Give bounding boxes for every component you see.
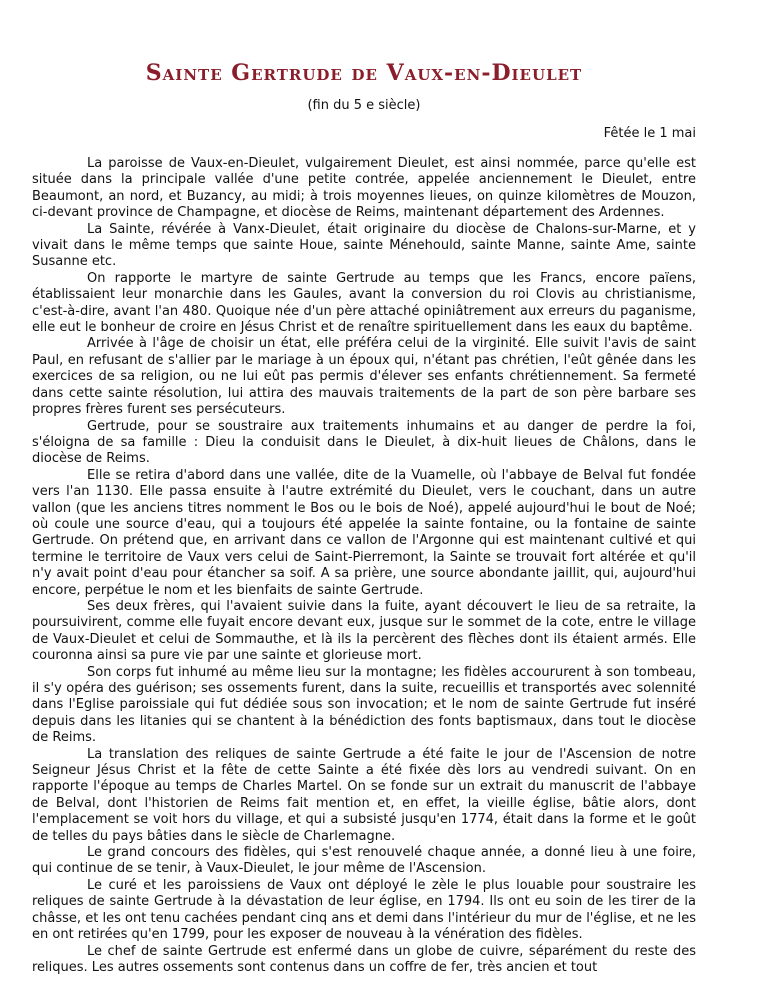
- paragraph: Le curé et les paroissiens de Vaux ont déployé le zèle le plus louable pour soustraire les reliques de sainte Gertrude à la dévastation de leur église, en 1794. Ils ont eu soin de les tirer de la châsse, et les ont tenu cachées pendant cinq ans et demi dans l'intérieur du mur de l'église, et ne les en ont retirées qu'en 1799, pour les exposer de nouveau à la vénération des fidèles.: [32, 877, 696, 943]
- paragraph: Le chef de sainte Gertrude est enfermé dans un globe de cuivre, séparément du reste des reliques. Les autres ossements sont contenus dans un coffre de fer, très ancien et tout: [32, 943, 696, 975]
- body-text: [32, 156, 696, 976]
- document-page: [32, 58, 696, 976]
- paragraph: Arrivée à l'âge de choisir un état, elle préféra celui de la virginité. Elle suivit l'avis de saint Paul, en refusant de s'allier par le mariage à un époux qui, n'étant pas chrétien, l'eût gênée dans les exercices de sa religion, ou ne lui eût pas permis d'élever ses enfants chrétiennement. Sa fermeté dans cette sainte résolution, lui attira des mauvais traitements de la part de son père barbare ses propres frères furent ses persécuteurs.: [32, 336, 696, 418]
- paragraph: Gertrude, pour se soustraire aux traitements inhumains et au danger de perdre la foi, s'éloigna de sa famille : Dieu la conduisit dans le Dieulet, à dix-huit lieues de Châlons, dans le diocèse de Reims.: [32, 418, 696, 467]
- paragraph: Son corps fut inhumé au même lieu sur la montagne; les fidèles accoururent à son tombeau, il s'y opéra des guérison; ses ossements furent, dans la suite, recueillis et transportés avec solennité dans l'Eglise paroissiale qui fut dédiée sous son invocation; et le nom de sainte Gertrude fut inséré depuis dans les litanies qui se chantent à la bénédiction des fonts baptismaux, dans tout le diocèse de Reims.: [32, 664, 696, 746]
- paragraph: La Sainte, révérée à Vanx-Dieulet, était originaire du diocèse de Chalons-sur-Marne, et y vivait dans le même temps que sainte Houe, sainte Ménehould, sainte Manne, sainte Ame, sainte Susanne etc.: [32, 221, 696, 270]
- page-title: Sainte Gertrude de Vaux-en-Dieulet: [145, 60, 583, 86]
- subtitle-date: (fin du 5 e siècle): [307, 98, 421, 113]
- paragraph: Elle se retira d'abord dans une vallée, dite de la Vuamelle, où l'abbaye de Belval fut fondée vers l'an 1130. Elle passa ensuite à l'autre extrémité du Dieulet, vers le couchant, dans un autre vallon (que les anciens titres nomment le Bos ou le bois de Noé), appelé aujourd'hui le bout de Noé; où coule une source d'eau, qui a toujours été appelée la sainte fontaine, ou la fontaine de sainte Gertrude. On prétend que, en arrivant dans ce vallon de l'Argonne qui est maintenant cultivé et qui termine le territoire de Vaux vers celui de Saint-Pierremont, la Sainte se trouvait fort altérée et qu'il n'y avait point d'eau pour étancher sa soif. A sa prière, une source abondante jaillit, qui, aujourd'hui encore, perpétue le nom et les bienfaits de sainte Gertrude.: [32, 467, 696, 598]
- paragraph: On rapporte le martyre de sainte Gertrude au temps que les Francs, encore païens, établissaient leur monarchie dans les Gaules, avant la conversion du roi Clovis au christianisme, c'est-à-dire, avant l'an 480. Quoique née d'un père attaché opiniâtrement aux erreurs du paganisme, elle eut le bonheur de croire en Jésus Christ et de renaître spirituellement dans les eaux du baptême.: [32, 270, 696, 336]
- feast-day: Fêtée le 1 mai: [603, 126, 696, 141]
- paragraph: Le grand concours des fidèles, qui s'est renouvelé chaque année, a donné lieu à une foire, qui continue de se tenir, à Vaux-Dieulet, le jour même de l'Ascension.: [32, 845, 696, 877]
- paragraph: La paroisse de Vaux-en-Dieulet, vulgairement Dieulet, est ainsi nommée, parce qu'elle est située dans la principale vallée d'une petite contrée, appelée anciennement le Dieulet, entre Beaumont, an nord, et Buzancy, au midi; à trois moyennes lieues, on quinze kilomètres de Mouzon, ci-devant province de Champagne, et diocèse de Reims, maintenant département des Ardennes.: [32, 156, 696, 221]
- paragraph: La translation des reliques de sainte Gertrude a été faite le jour de l'Ascension de notre Seigneur Jésus Christ et la fête de cette Sainte a été fixée dès lors au vendredi suivant. On en rapporte l'époque au temps de Charles Martel. On se fonde sur un extrait du manuscrit de l'abbaye de Belval, dont l'historien de Reims fait mention et, en effet, la vieille église, bâtie alors, dont l'emplacement se voit hors du village, et qui a subsisté jusqu'en 1774, était dans la forme et le goût de telles du pays bâties dans le siècle de Charlemagne.: [32, 746, 696, 844]
- paragraph: Ses deux frères, qui l'avaient suivie dans la fuite, ayant découvert le lieu de sa retraite, la poursuivirent, comme elle fuyait encore devant eux, jusque sur le sommet de la cote, entre le village de Vaux-Dieulet et celui de Sommauthe, et là ils la percèrent des flèches dont ils étaient armés. Elle couronna ainsi sa pure vie par une sainte et glorieuse mort.: [32, 598, 696, 664]
